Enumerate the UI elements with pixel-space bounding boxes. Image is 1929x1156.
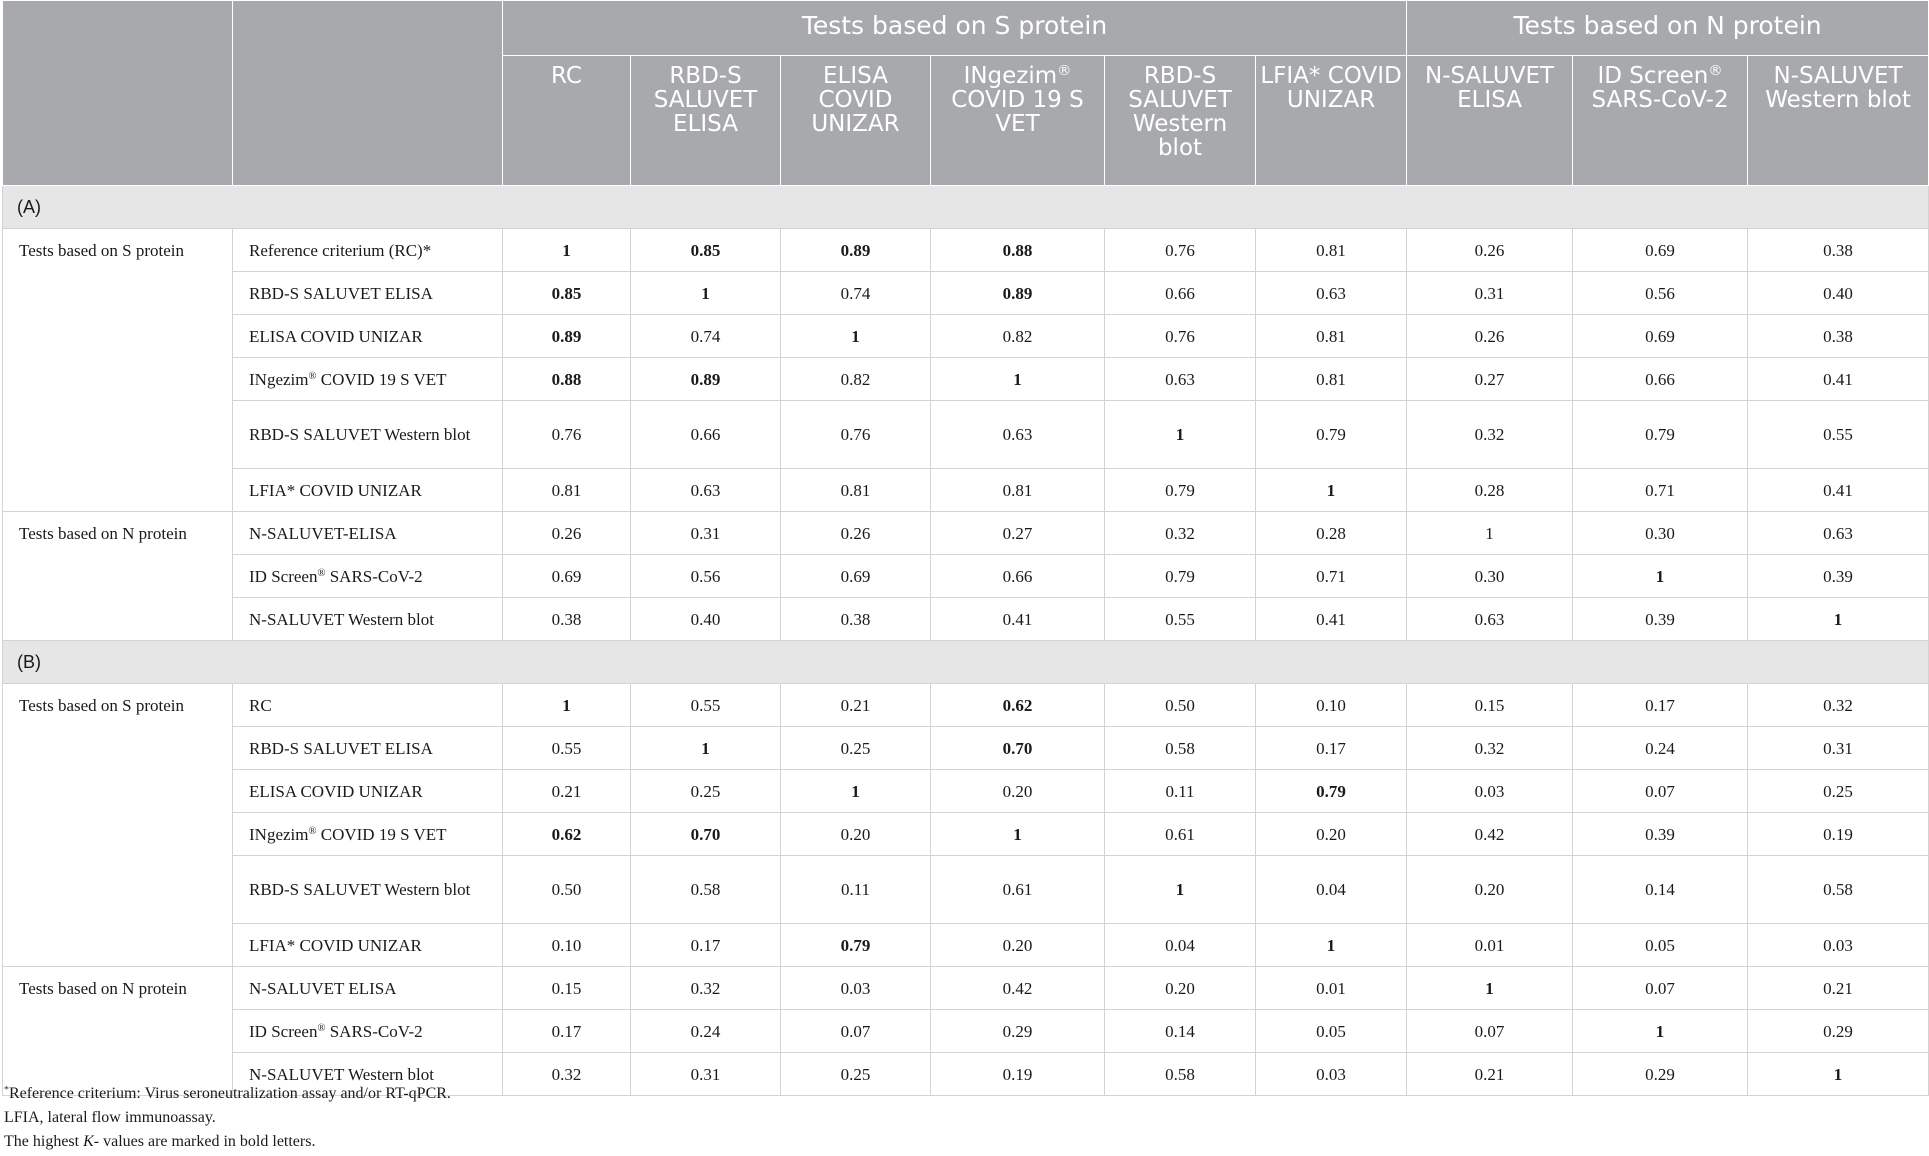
kappa-value-cell: 0.29 [1748,1010,1929,1053]
kappa-value-cell: 0.79 [1105,469,1256,512]
kappa-value-cell: 0.31 [631,1053,781,1096]
kappa-value-cell: 0.38 [503,598,631,641]
row-test-name: INgezim® COVID 19 S VET [233,358,503,401]
kappa-value-cell: 0.56 [1573,272,1748,315]
kappa-value-cell: 0.07 [1407,1010,1573,1053]
kappa-value-cell: 0.03 [781,967,931,1010]
kappa-value-cell: 0.42 [1407,813,1573,856]
kappa-value-cell: 0.29 [931,1010,1105,1053]
kappa-value-cell: 0.21 [1748,967,1929,1010]
kappa-value-cell: 0.01 [1256,967,1407,1010]
kappa-value-cell: 0.11 [1105,770,1256,813]
header-blank-group [3,1,233,186]
kappa-value-cell: 0.17 [1573,684,1748,727]
column-header: RBD-S SALUVET ELISA [631,56,781,186]
kappa-value-cell: 0.63 [631,469,781,512]
kappa-value-cell: 0.55 [1748,401,1929,469]
kappa-value-cell: 0.56 [631,555,781,598]
kappa-value-cell: 0.32 [1407,727,1573,770]
kappa-value-cell: 0.63 [1256,272,1407,315]
kappa-value-cell: 0.28 [1256,512,1407,555]
kappa-value-cell: 0.66 [631,401,781,469]
table-row [3,856,1929,924]
kappa-value-cell: 0.21 [503,770,631,813]
footnote-reference: *Reference criterium: Virus seroneutralization assay and/or RT-qPCR. [4,1084,451,1102]
kappa-value-cell: 0.71 [1256,555,1407,598]
row-test-name: N-SALUVET ELISA [233,967,503,1010]
kappa-value-cell: 0.20 [1407,856,1573,924]
kappa-value-cell: 0.76 [503,401,631,469]
kappa-value-cell: 0.62 [931,684,1105,727]
table-row [3,512,1929,555]
row-test-name: ID Screen® SARS-CoV-2 [233,555,503,598]
table-row [3,1010,1929,1053]
kappa-value-cell: 0.26 [1407,229,1573,272]
row-test-name: LFIA* COVID UNIZAR [233,469,503,512]
kappa-value-cell: 0.32 [1748,684,1929,727]
column-header: RBD-S SALUVET Western blot [1105,56,1256,186]
kappa-value-cell: 0.66 [1105,272,1256,315]
row-test-name: N-SALUVET Western blot [233,1053,503,1096]
header-group-s-protein: Tests based on S protein [503,1,1407,56]
kappa-value-cell: 0.58 [631,856,781,924]
kappa-value-cell: 0.20 [931,924,1105,967]
row-group-label: Tests based on N protein [3,512,233,555]
kappa-value-cell: 0.17 [503,1010,631,1053]
kappa-value-cell: 0.79 [1256,770,1407,813]
table-row [3,229,1929,272]
row-test-name: RBD-S SALUVET Western blot [233,856,503,924]
kappa-value-cell: 0.69 [781,555,931,598]
kappa-value-cell: 0.88 [931,229,1105,272]
kappa-value-cell: 0.79 [1573,401,1748,469]
kappa-value-cell: 0.89 [631,358,781,401]
kappa-value-cell: 0.24 [631,1010,781,1053]
kappa-value-cell: 0.38 [1748,229,1929,272]
row-group-label [3,924,233,967]
kappa-value-cell: 0.03 [1256,1053,1407,1096]
kappa-value-cell: 0.69 [503,555,631,598]
row-test-name: RBD-S SALUVET ELISA [233,727,503,770]
table-row [3,315,1929,358]
kappa-value-cell: 0.21 [781,684,931,727]
table-row [3,358,1929,401]
kappa-value-cell: 0.40 [631,598,781,641]
kappa-value-cell: 0.30 [1573,512,1748,555]
kappa-value-cell: 0.79 [1256,401,1407,469]
kappa-value-cell: 0.04 [1256,856,1407,924]
row-group-label [3,555,233,598]
kappa-value-cell: 0.50 [503,856,631,924]
kappa-value-cell: 1 [1105,401,1256,469]
kappa-value-cell: 0.40 [1748,272,1929,315]
row-test-name: RBD-S SALUVET ELISA [233,272,503,315]
kappa-value-cell: 0.05 [1256,1010,1407,1053]
kappa-value-cell: 0.66 [1573,358,1748,401]
kappa-value-cell: 0.03 [1407,770,1573,813]
kappa-value-cell: 0.20 [1105,967,1256,1010]
header-group-n-protein: Tests based on N protein [1407,1,1929,56]
kappa-value-cell: 1 [631,272,781,315]
kappa-value-cell: 0.76 [781,401,931,469]
kappa-value-cell: 0.81 [931,469,1105,512]
kappa-value-cell: 1 [1256,924,1407,967]
section-label: (A) [3,186,1929,229]
kappa-value-cell: 1 [503,684,631,727]
kappa-value-cell: 0.69 [1573,315,1748,358]
kappa-value-cell: 0.76 [1105,315,1256,358]
kappa-value-cell: 0.41 [1256,598,1407,641]
kappa-value-cell: 0.63 [1105,358,1256,401]
kappa-value-cell: 1 [781,770,931,813]
kappa-value-cell: 1 [781,315,931,358]
kappa-value-cell: 0.58 [1105,1053,1256,1096]
kappa-value-cell: 0.85 [631,229,781,272]
row-test-name: ELISA COVID UNIZAR [233,770,503,813]
kappa-agreement-table [2,0,1929,1096]
kappa-value-cell: 1 [1256,469,1407,512]
kappa-value-cell: 0.21 [1407,1053,1573,1096]
kappa-value-cell: 0.29 [1573,1053,1748,1096]
kappa-value-cell: 1 [1407,512,1573,555]
kappa-value-cell: 0.38 [1748,315,1929,358]
kappa-value-cell: 0.66 [931,555,1105,598]
kappa-value-cell: 0.15 [1407,684,1573,727]
table-row [3,272,1929,315]
kappa-value-cell: 0.07 [781,1010,931,1053]
row-test-name: RBD-S SALUVET Western blot [233,401,503,469]
kappa-value-cell: 0.71 [1573,469,1748,512]
kappa-value-cell: 1 [931,358,1105,401]
kappa-value-cell: 0.58 [1748,856,1929,924]
kappa-value-cell: 0.79 [1105,555,1256,598]
row-group-label [3,727,233,770]
kappa-value-cell: 0.82 [781,358,931,401]
kappa-value-cell: 0.41 [1748,358,1929,401]
kappa-value-cell: 0.26 [503,512,631,555]
table-row [3,967,1929,1010]
row-test-name: INgezim® COVID 19 S VET [233,813,503,856]
row-group-label: Tests based on S protein [3,229,233,272]
kappa-value-cell: 0.01 [1407,924,1573,967]
column-header: ID Screen® SARS-CoV-2 [1573,56,1748,186]
row-test-name: ELISA COVID UNIZAR [233,315,503,358]
kappa-value-cell: 0.89 [503,315,631,358]
kappa-value-cell: 0.81 [1256,358,1407,401]
kappa-value-cell: 0.20 [931,770,1105,813]
row-group-label [3,401,233,469]
kappa-value-cell: 0.81 [1256,315,1407,358]
kappa-value-cell: 0.82 [931,315,1105,358]
column-header: LFIA* COVID UNIZAR [1256,56,1407,186]
row-group-label: Tests based on S protein [3,684,233,727]
kappa-value-cell: 1 [1573,1010,1748,1053]
row-test-name: ID Screen® SARS-CoV-2 [233,1010,503,1053]
kappa-value-cell: 1 [1105,856,1256,924]
kappa-table-container [2,0,1928,1096]
row-group-label [3,358,233,401]
section-row [3,186,1929,229]
kappa-value-cell: 0.42 [931,967,1105,1010]
kappa-value-cell: 0.27 [931,512,1105,555]
kappa-value-cell: 0.79 [781,924,931,967]
kappa-value-cell: 0.39 [1748,555,1929,598]
row-group-label [3,598,233,641]
table-row [3,555,1929,598]
kappa-value-cell: 0.25 [781,727,931,770]
column-header: N-SALUVET Western blot [1748,56,1929,186]
kappa-value-cell: 0.31 [631,512,781,555]
kappa-value-cell: 1 [1748,598,1929,641]
kappa-value-cell: 0.81 [1256,229,1407,272]
kappa-value-cell: 1 [503,229,631,272]
column-header: RC [503,56,631,186]
row-group-label [3,272,233,315]
kappa-value-cell: 1 [931,813,1105,856]
kappa-value-cell: 0.31 [1407,272,1573,315]
kappa-value-cell: 0.39 [1573,813,1748,856]
kappa-value-cell: 0.55 [1105,598,1256,641]
kappa-value-cell: 0.32 [631,967,781,1010]
row-test-name: LFIA* COVID UNIZAR [233,924,503,967]
row-group-label [3,469,233,512]
row-group-label: Tests based on N protein [3,967,233,1010]
kappa-value-cell: 0.38 [781,598,931,641]
kappa-value-cell: 0.28 [1407,469,1573,512]
kappa-value-cell: 0.63 [1407,598,1573,641]
column-header: ELISA COVID UNIZAR [781,56,931,186]
kappa-value-cell: 0.04 [1105,924,1256,967]
kappa-value-cell: 1 [631,727,781,770]
row-group-label [3,856,233,924]
kappa-value-cell: 0.74 [631,315,781,358]
kappa-value-cell: 0.63 [1748,512,1929,555]
table-footnotes [4,1082,451,1154]
kappa-value-cell: 1 [1573,555,1748,598]
kappa-value-cell: 0.19 [1748,813,1929,856]
kappa-value-cell: 0.39 [1573,598,1748,641]
column-header: N-SALUVET ELISA [1407,56,1573,186]
kappa-value-cell: 0.85 [503,272,631,315]
table-header [3,1,1929,186]
section-label: (B) [3,641,1929,684]
kappa-value-cell: 0.10 [1256,684,1407,727]
kappa-value-cell: 1 [1748,1053,1929,1096]
kappa-value-cell: 0.89 [931,272,1105,315]
header-blank-test [233,1,503,186]
kappa-value-cell: 0.15 [503,967,631,1010]
kappa-value-cell: 0.76 [1105,229,1256,272]
row-group-label [3,770,233,813]
kappa-value-cell: 0.14 [1105,1010,1256,1053]
kappa-value-cell: 0.63 [931,401,1105,469]
kappa-value-cell: 0.61 [931,856,1105,924]
table-row [3,924,1929,967]
table-row [3,684,1929,727]
kappa-value-cell: 0.20 [1256,813,1407,856]
table-row [3,401,1929,469]
column-header: INgezim® COVID 19 S VET [931,56,1105,186]
kappa-value-cell: 0.24 [1573,727,1748,770]
kappa-value-cell: 0.81 [503,469,631,512]
kappa-value-cell: 0.81 [781,469,931,512]
kappa-value-cell: 0.07 [1573,770,1748,813]
kappa-value-cell: 0.20 [781,813,931,856]
footnote-bold: The highest K- values are marked in bold letters. [4,1133,316,1150]
row-test-name: RC [233,684,503,727]
kappa-value-cell: 0.26 [1407,315,1573,358]
kappa-value-cell: 0.32 [503,1053,631,1096]
kappa-value-cell: 0.61 [1105,813,1256,856]
section-row [3,641,1929,684]
table-body [3,186,1929,1096]
kappa-value-cell: 1 [1407,967,1573,1010]
row-group-label [3,813,233,856]
kappa-value-cell: 0.58 [1105,727,1256,770]
kappa-value-cell: 0.25 [1748,770,1929,813]
table-row [3,813,1929,856]
row-group-label [3,315,233,358]
kappa-value-cell: 0.41 [1748,469,1929,512]
kappa-value-cell: 0.30 [1407,555,1573,598]
footnote-lfia: LFIA, lateral flow immunoassay. [4,1109,216,1126]
kappa-value-cell: 0.07 [1573,967,1748,1010]
table-row [3,770,1929,813]
kappa-value-cell: 0.17 [1256,727,1407,770]
kappa-value-cell: 0.26 [781,512,931,555]
kappa-value-cell: 0.17 [631,924,781,967]
row-test-name: Reference criterium (RC)* [233,229,503,272]
kappa-value-cell: 0.32 [1407,401,1573,469]
kappa-value-cell: 0.41 [931,598,1105,641]
kappa-value-cell: 0.31 [1748,727,1929,770]
kappa-value-cell: 0.88 [503,358,631,401]
row-test-name: N-SALUVET-ELISA [233,512,503,555]
kappa-value-cell: 0.27 [1407,358,1573,401]
kappa-value-cell: 0.74 [781,272,931,315]
table-row [3,469,1929,512]
kappa-value-cell: 0.11 [781,856,931,924]
table-row [3,727,1929,770]
row-group-label [3,1010,233,1053]
kappa-value-cell: 0.55 [503,727,631,770]
kappa-value-cell: 0.70 [931,727,1105,770]
kappa-value-cell: 0.55 [631,684,781,727]
kappa-value-cell: 0.62 [503,813,631,856]
kappa-value-cell: 0.89 [781,229,931,272]
kappa-value-cell: 0.25 [631,770,781,813]
kappa-value-cell: 0.10 [503,924,631,967]
table-row [3,598,1929,641]
kappa-value-cell: 0.70 [631,813,781,856]
kappa-value-cell: 0.14 [1573,856,1748,924]
kappa-value-cell: 0.19 [931,1053,1105,1096]
kappa-value-cell: 0.50 [1105,684,1256,727]
row-test-name: N-SALUVET Western blot [233,598,503,641]
kappa-value-cell: 0.03 [1748,924,1929,967]
kappa-value-cell: 0.05 [1573,924,1748,967]
kappa-value-cell: 0.69 [1573,229,1748,272]
kappa-value-cell: 0.25 [781,1053,931,1096]
kappa-value-cell: 0.32 [1105,512,1256,555]
